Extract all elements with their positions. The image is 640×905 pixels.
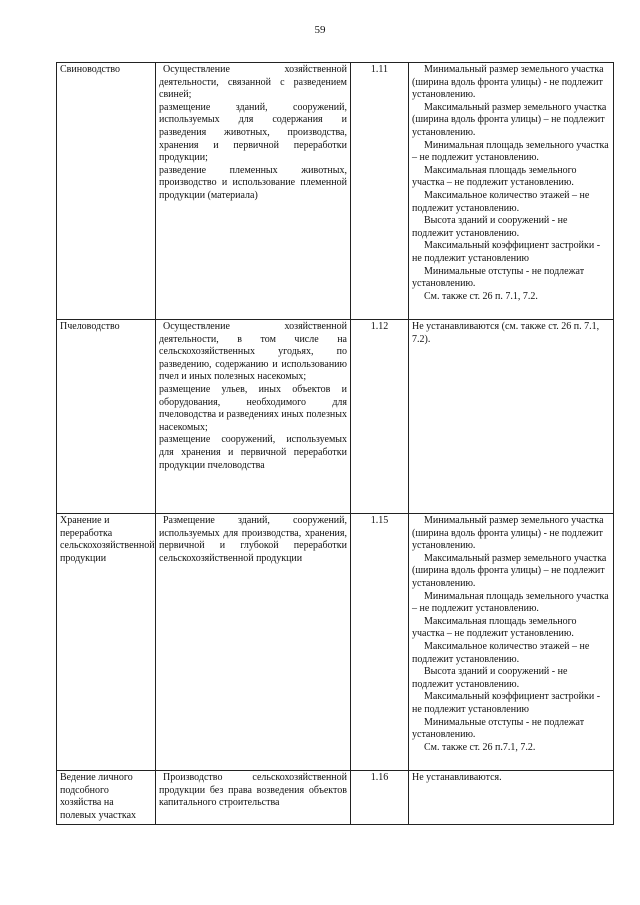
classifier-code: 1.11 [351,63,409,320]
activity-line: размещение сооружений, используемых для хранения и первичной переработки продукции пчеловодства [159,434,347,471]
parameters [409,320,614,514]
land-use-name: Хранение и переработка сельскохозяйственной продукции [57,514,156,771]
parameters [409,771,614,825]
parameter-line: Минимальный размер земельного участка (ширина вдоль фронта улицы) - не подлежит установлению. [412,515,604,552]
page-number: 59 [314,24,326,36]
parameter-line: См. также ст. 26 п.7.1, 7.2. [424,741,536,753]
activity-line: Производство сельскохозяйственной продукции без права возведения объектов капитального строительства [159,772,347,809]
table-row [57,771,614,825]
activity-description [156,514,351,771]
parameter-line: Максимальный коэффициент застройки - не подлежит установлению [412,240,601,264]
parameter-line: Высота зданий и сооружений - не подлежит установлению. [412,215,568,239]
parameter-line: Максимальный размер земельного участка (ширина вдоль фронта улицы) – не подлежит установлению. [412,101,607,138]
parameter-line: Минимальная площадь земельного участка – не подлежит установлению. [412,590,609,615]
parameter-line: Не устанавливаются (см. также ст. 26 п. 7.1, 7.2). [412,321,600,345]
land-use-name: Свиноводство [57,63,156,320]
land-use-regulations-table [56,62,614,825]
parameter-line: Минимальный размер земельного участка (ширина вдоль фронта улицы) - не подлежит установлению. [412,64,604,101]
activity-description [156,771,351,825]
table-row [57,514,614,771]
activity-description [156,320,351,514]
classifier-code: 1.12 [351,320,409,514]
activity-line: размещение зданий, сооружений, используемых для содержания и разведения животных, производства, хранения и первичной переработки продукции; [159,101,347,164]
parameter-line: Минимальные отступы - не подлежат установлению. [412,716,585,741]
parameter-line: Максимальный размер земельного участка (ширина вдоль фронта улицы) – не подлежит установлению. [412,552,607,589]
activity-line: Осуществление хозяйственной деятельности, в том числе на сельскохозяйственных угодьях, по разведению, содержанию и использованию пчел и иных полезных насекомых; [159,321,347,383]
parameters [409,514,614,771]
parameter-line: Минимальные отступы - не подлежат установлению. [412,265,585,290]
parameter-line: Максимальная площадь земельного участка – не подлежит установлению. [412,164,577,189]
activity-line: Размещение зданий, сооружений, используемых для производства, хранения, первичной и глубокой переработки сельскохозяйственной продукции [159,515,347,564]
land-use-name: Ведение личного подсобного хозяйства на полевых участках [57,771,156,825]
classifier-code: 1.15 [351,514,409,771]
table-row [57,63,614,320]
parameter-line: Максимальное количество этажей – не подлежит установлению. [412,189,590,214]
parameter-line: См. также ст. 26 п. 7.1, 7.2. [424,290,538,302]
activity-line: размещение ульев, иных объектов и оборудования, необходимого для пчеловодства и разведениях иных полезных насекомых; [159,383,347,433]
parameter-line: Высота зданий и сооружений - не подлежит установлению. [412,666,568,690]
activity-line: разведение племенных животных, производство и использование племенной продукции (материала) [159,164,347,201]
table-row [57,320,614,514]
parameters [409,63,614,320]
activity-description [156,63,351,320]
parameter-line: Максимальный коэффициент застройки - не подлежит установлению [412,691,601,715]
classifier-code: 1.16 [351,771,409,825]
parameter-line: Не устанавливаются. [412,772,502,783]
parameter-line: Максимальная площадь земельного участка – не подлежит установлению. [412,615,577,640]
land-use-name: Пчеловодство [57,320,156,514]
parameter-line: Минимальная площадь земельного участка – не подлежит установлению. [412,139,609,164]
activity-line: Осуществление хозяйственной деятельности, связанной с разведением свиней; [159,64,347,101]
parameter-line: Максимальное количество этажей – не подлежит установлению. [412,640,590,665]
